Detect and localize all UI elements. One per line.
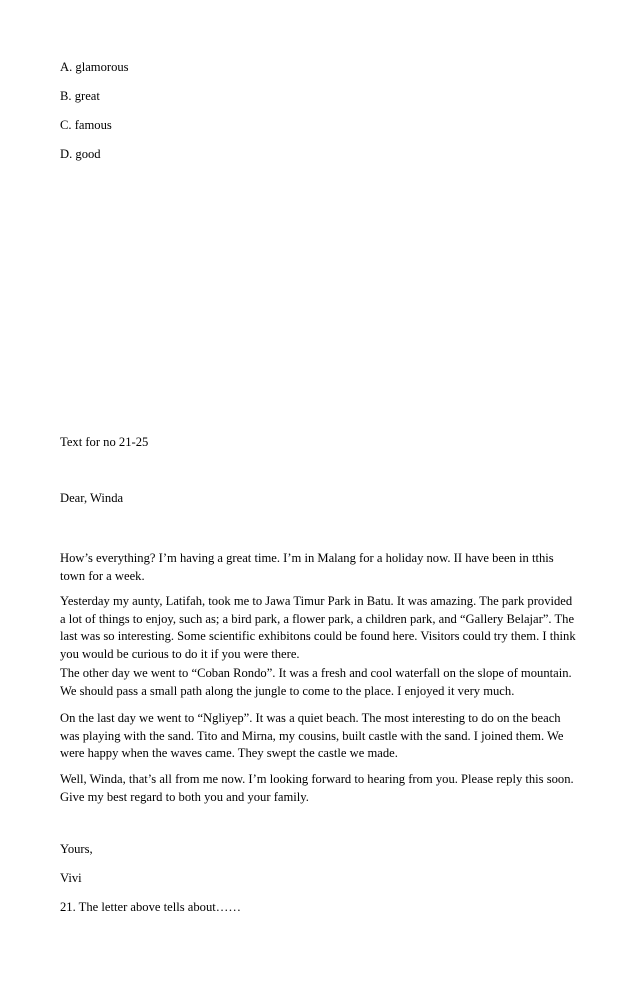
option-d: D. good (60, 147, 101, 161)
letter-signature: Vivi (60, 871, 82, 885)
option-a: A. glamorous (60, 60, 129, 74)
letter-paragraph-2: Yesterday my aunty, Latifah, took me to Jawa Timur Park in Batu. It was amazing. The park provided a lot of things to enjoy, such as; a bird park, a flower park, a children park, and “Gallery Belajar”. The last was so interesting. Some scientific exhibitons could be found here. Visitors could try them. I think you would be curious to do it if you were there. (60, 594, 576, 661)
letter-paragraph-3: The other day we went to “Coban Rondo”. It was a fresh and cool waterfall on the slope of mountain. We should pass a small path along the jungle to come to the place. I enjoyed it very much. (60, 666, 572, 698)
letter-closing: Yours, (60, 842, 93, 856)
option-c: C. famous (60, 118, 112, 132)
letter-greeting: Dear, Winda (60, 491, 124, 505)
text-heading: Text for no 21-25 (60, 435, 149, 449)
option-b: B. great (60, 89, 100, 103)
letter-paragraph-5: Well, Winda, that’s all from me now. I’m looking forward to hearing from you. Please reply this soon. Give my best regard to both you and your family. (60, 772, 574, 804)
letter-paragraph-4: On the last day we went to “Ngliyep”. It was a quiet beach. The most interesting to do on the beach was playing with the sand. Tito and Mirna, my cousins, built castle with the sand. I joined them. We were happy when the waves came. They swept the castle we made. (60, 711, 564, 760)
question-21: 21. The letter above tells about…… (60, 900, 241, 914)
letter-paragraph-1: How’s everything? I’m having a great time. I’m in Malang for a holiday now. II have been in tthis town for a week. (60, 551, 554, 583)
